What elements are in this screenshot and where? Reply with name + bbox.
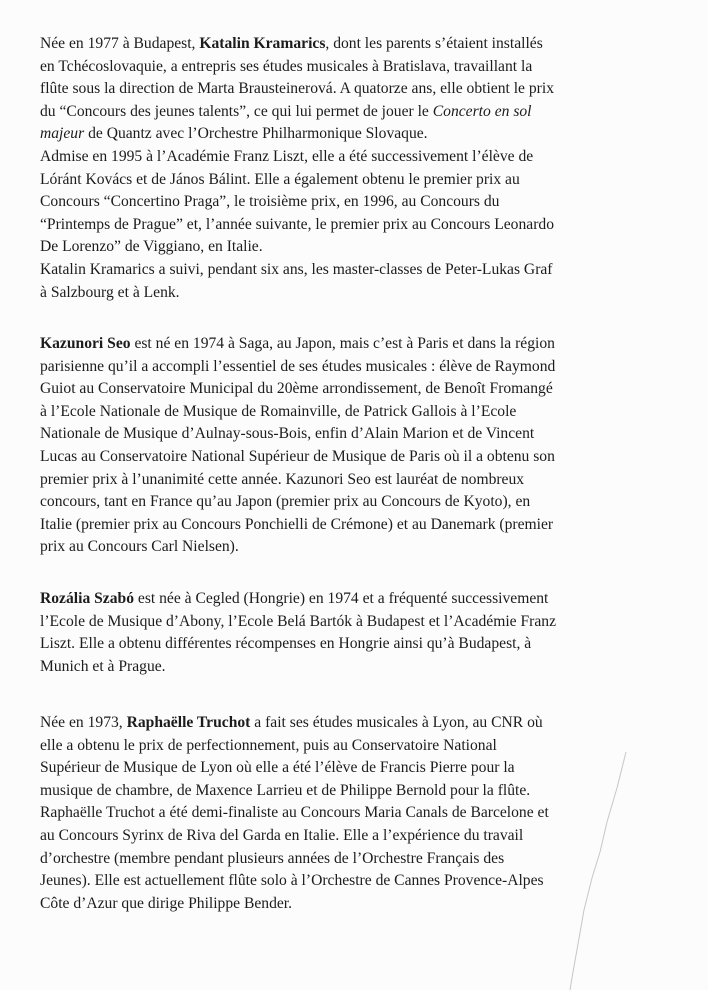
text-line: Lóránt Kovács et de János Bálint. Elle a également obtenu le premier prix au: [40, 170, 520, 188]
text-line: Nationale de Musique d’Aulnay-sous-Bois, enfin d’Alain Marion et de Vincent: [40, 425, 535, 443]
musician-name: Katalin Kramarics: [199, 35, 326, 52]
text-line: flûte sous la direction de Marta Brausteinerová. A quatorze ans, elle obtient le prix: [40, 80, 554, 98]
biography-raphaelle-truchot: [40, 712, 672, 915]
text-line: De Lorenzo” de Viggiano, en Italie.: [40, 238, 263, 256]
text-line: du “Concours des jeunes talents”, ce qui lui permet de jouer le Concerto en sol: [40, 102, 532, 120]
text-line: Jeunes). Elle est actuellement flûte solo à l’Orchestre de Cannes Provence-Alpes: [40, 872, 544, 890]
text-line: Katalin Kramarics a suivi, pendant six ans, les master-classes de Peter-Lukas Graf: [40, 260, 553, 278]
text-line: Guiot au Conservatoire Municipal du 20ème arrondissement, de Benoît Fromangé: [40, 380, 553, 398]
text-line: Liszt. Elle a obtenu différentes récompenses en Hongrie ainsi qu’à Budapest, à: [40, 635, 532, 653]
text-line: Née en 1977 à Budapest, Katalin Kramarics, dont les parents s’étaient installés: [40, 35, 543, 52]
text-line: Kazunori Seo est né en 1974 à Saga, au Japon, mais c’est à Paris et dans la région: [40, 335, 555, 352]
musician-name: Rozália Szabó: [40, 590, 134, 607]
text-line: premier prix à l’unanimité cette année. Kazunori Seo est lauréat de nombreux: [40, 470, 525, 488]
text-line: Rozália Szabó est née à Cegled (Hongrie) en 1974 et a fréquenté successivement: [40, 590, 549, 607]
text-line: en Tchécoslovaquie, a entrepris ses études musicales à Bratislava, travaillant la: [40, 57, 533, 75]
text-line: l’Ecole de Musique d’Abony, l’Ecole Belá Bartók à Budapest et l’Académie Franz: [40, 612, 557, 630]
text-line: Raphaëlle Truchot a été demi-finaliste au Concours Maria Canals de Barcelone et: [40, 804, 549, 822]
text-line: concours, tant en France qu’au Japon (premier prix au Concours de Kyoto), en: [40, 493, 531, 511]
text-line: Née en 1973, Raphaëlle Truchot a fait ses études musicales à Lyon, au CNR où: [40, 714, 543, 731]
text-line: d’orchestre (membre pendant plusieurs années de l’Orchestre Français des: [40, 849, 505, 867]
text-line: musique de chambre, de Maxence Larrieu et de Philippe Bernold pour la flûte.: [40, 781, 531, 799]
text-line: “Printemps de Prague” et, l’année suivante, le premier prix au Concours Leonardo: [40, 215, 554, 233]
biography-rozalia-szabo: [40, 588, 672, 678]
text-line: Munich et à Prague.: [40, 657, 166, 675]
musician-name: Kazunori Seo: [40, 335, 131, 352]
text-line: à l’Ecole Nationale de Musique de Romainville, de Patrick Gallois à l’Ecole: [40, 402, 517, 420]
text-line: elle a obtenu le prix de perfectionnement, puis au Conservatoire National: [40, 736, 497, 754]
work-title: majeur: [40, 125, 85, 143]
biography-katalin-kramarics: [40, 33, 672, 304]
text-line: Admise en 1995 à l’Académie Franz Liszt, elle a été successivement l’élève de: [40, 147, 534, 165]
text-line: Concours “Concertino Praga”, le troisième prix, en 1996, au Concours du: [40, 193, 500, 211]
biography-kazunori-seo: [40, 333, 672, 559]
text-line: à Salzbourg et à Lenk.: [40, 283, 180, 301]
text-line: au Concours Syrinx de Riva del Garda en Italie. Elle a l’expérience du travail: [40, 826, 524, 844]
text-line: Supérieur de Musique de Lyon où elle a été l’élève de Francis Pierre pour la: [40, 759, 515, 777]
text-line: Côte d’Azur que dirige Philippe Bender.: [40, 894, 293, 912]
text-line: parisienne qu’il a accompli l’essentiel de ses études musicales : élève de Raymond: [40, 357, 556, 375]
work-title: Concerto en sol: [432, 102, 532, 120]
musician-name: Raphaëlle Truchot: [126, 714, 251, 731]
text-line: Italie (premier prix au Concours Ponchielli de Crémone) et au Danemark (premier: [40, 515, 554, 533]
text-line: majeur de Quantz avec l’Orchestre Philharmonique Slovaque.: [40, 125, 428, 143]
text-line: prix au Concours Carl Nielsen).: [40, 538, 239, 556]
text-line: Lucas au Conservatoire National Supérieur de Musique de Paris où il a obtenu son: [40, 447, 555, 465]
